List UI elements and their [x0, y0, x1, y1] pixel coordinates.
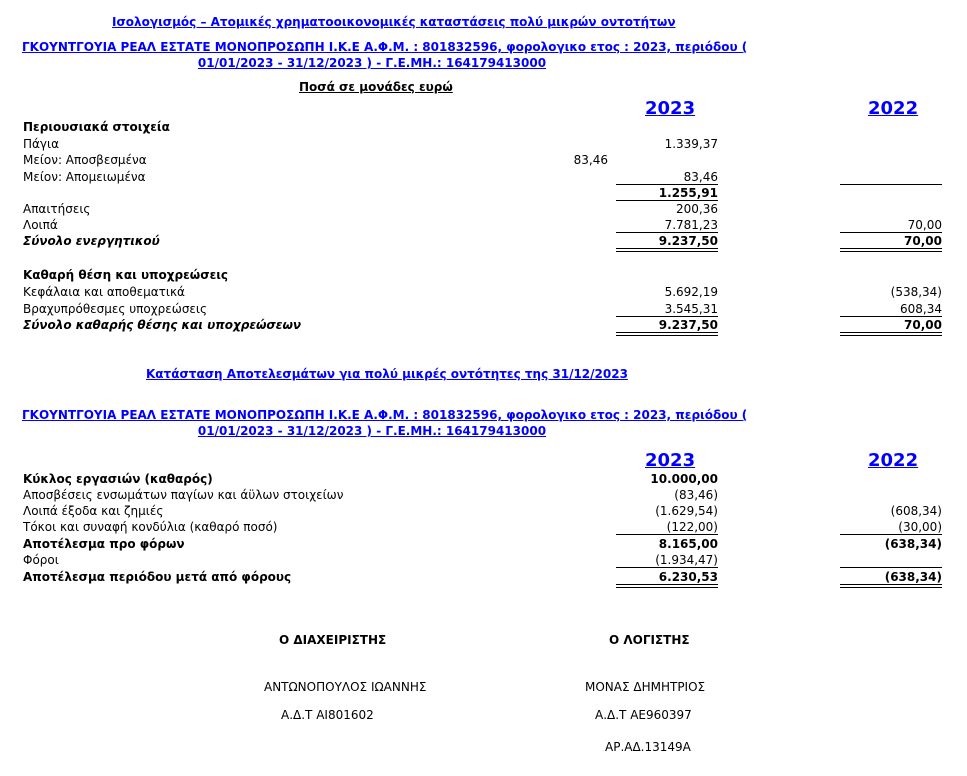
row-value-2022: (30,00)	[898, 520, 942, 534]
row-value-2023: (83,46)	[674, 488, 718, 502]
income-company-line1: ΓΚΟΥΝΤΓΟΥΙΑ ΡΕΑΛ ΕΣΤΑΤΕ ΜΟΝΟΠΡΟΣΩΠΗ Ι.Κ.Ε Α.Φ.Μ. : 801832596, φορολογικο ετος : 2023, περιόδου (	[22, 408, 748, 422]
total-assets-label: Σύνολο ενεργητικού	[23, 234, 160, 248]
accountant-title: Ο ΛΟΓΙΣΤΗΣ	[609, 633, 690, 647]
double-underline	[616, 584, 718, 588]
accountant-name: ΜΟΝΑΣ ΔΗΜΗΤΡΙΟΣ	[585, 680, 706, 694]
row-label: Τόκοι και συναφή κονδύλια (καθαρό ποσό)	[23, 520, 278, 534]
double-underline	[840, 584, 942, 588]
manager-name: ΑΝΤΩΝΟΠΟΥΛΟΣ ΙΩΑΝΝΗΣ	[264, 680, 427, 694]
total-liabilities-2023: 9.237,50	[658, 318, 718, 332]
currency-note: Ποσά σε μονάδες ευρώ	[299, 80, 453, 94]
accountant-id: Α.Δ.Τ ΑΕ960397	[595, 708, 692, 722]
pretax-result-label: Αποτέλεσμα προ φόρων	[23, 537, 185, 551]
row-value-2023: 200,36	[676, 202, 718, 216]
underline	[616, 200, 718, 201]
row-label: Μείον: Αποσβεσμένα	[23, 153, 147, 167]
row-value-2023: 1.255,91	[658, 186, 718, 200]
double-underline	[616, 332, 718, 336]
balance-year-2022: 2022	[868, 98, 919, 119]
net-result-2023: 6.230,53	[658, 570, 718, 584]
manager-title: Ο ΔΙΑΧΕΙΡΙΣΤΗΣ	[279, 633, 387, 647]
row-value-2022: 70,00	[907, 218, 942, 232]
balance-company-line2: 01/01/2023 - 31/12/2023 ) - Γ.Ε.ΜΗ.: 164179413000	[197, 56, 547, 70]
row-label: Λοιπά	[23, 218, 58, 232]
underline	[840, 316, 942, 317]
row-value-2022: 608,34	[900, 302, 942, 316]
underline	[616, 534, 718, 535]
row-label: Κεφάλαια και αποθεματικά	[23, 285, 185, 299]
row-value-2023: 83,46	[683, 170, 718, 184]
row-value-2023: 3.545,31	[664, 302, 718, 316]
underline	[840, 232, 942, 233]
underline	[840, 184, 942, 185]
accountant-registry: ΑΡ.ΑΔ.13149Α	[605, 740, 691, 754]
row-label: Φόροι	[23, 553, 59, 567]
double-underline	[616, 248, 718, 252]
balance-year-2023: 2023	[645, 98, 696, 119]
underline	[616, 316, 718, 317]
row-value-2023: 5.692,19	[664, 285, 718, 299]
underline	[616, 184, 718, 185]
row-value-2022: (608,34)	[890, 504, 942, 518]
assets-header: Περιουσιακά στοιχεία	[23, 120, 170, 134]
row-value-2023: 7.781,23	[664, 218, 718, 232]
row-label: Αποσβέσεις ενσωμάτων παγίων και άϋλων στοιχείων	[23, 488, 344, 502]
total-liabilities-2022: 70,00	[904, 318, 942, 332]
row-value-2023: 1.339,37	[664, 137, 718, 151]
underline	[840, 567, 942, 568]
turnover-2023: 10.000,00	[650, 472, 718, 486]
income-year-2022: 2022	[868, 450, 919, 471]
row-value-2023: (1.934,47)	[655, 553, 718, 567]
row-label: Μείον: Απομειωμένα	[23, 170, 146, 184]
liabilities-header: Καθαρή θέση και υποχρεώσεις	[23, 268, 229, 282]
underline	[616, 232, 718, 233]
pretax-result-2023: 8.165,00	[658, 537, 718, 551]
manager-id: Α.Δ.Τ ΑΙ801602	[281, 708, 374, 722]
row-value-subcol: 83,46	[573, 153, 608, 167]
row-value-2023: (1.629,54)	[655, 504, 718, 518]
balance-company-line1: ΓΚΟΥΝΤΓΟΥΙΑ ΡΕΑΛ ΕΣΤΑΤΕ ΜΟΝΟΠΡΟΣΩΠΗ Ι.Κ.Ε Α.Φ.Μ. : 801832596, φορολογικο ετος : 2023, περιόδου (	[22, 40, 748, 54]
double-underline	[840, 248, 942, 252]
double-underline	[840, 332, 942, 336]
row-value-2022: (538,34)	[890, 285, 942, 299]
underline	[840, 534, 942, 535]
total-liabilities-label: Σύνολο καθαρής θέσης και υποχρεώσεων	[23, 318, 302, 332]
income-year-2023: 2023	[645, 450, 696, 471]
underline	[616, 567, 718, 568]
row-label: Πάγια	[23, 137, 60, 151]
turnover-label: Κύκλος εργασιών (καθαρός)	[23, 472, 213, 486]
row-label: Απαιτήσεις	[23, 202, 91, 216]
total-assets-2022: 70,00	[904, 234, 942, 248]
income-title: Κατάσταση Αποτελεσμάτων για πολύ μικρές οντότητες της 31/12/2023	[146, 367, 628, 381]
net-result-label: Αποτέλεσμα περιόδου μετά από φόρους	[23, 570, 292, 584]
total-assets-2023: 9.237,50	[658, 234, 718, 248]
pretax-result-2022: (638,34)	[884, 537, 942, 551]
balance-title: Ισολογισμός – Ατομικές χρηματοοικονομικές καταστάσεις πολύ μικρών οντοτήτων	[112, 15, 676, 29]
row-label: Λοιπά έξοδα και ζημιές	[23, 504, 164, 518]
income-company-line2: 01/01/2023 - 31/12/2023 ) - Γ.Ε.ΜΗ.: 164179413000	[197, 424, 547, 438]
row-value-2023: (122,00)	[666, 520, 718, 534]
row-label: Βραχυπρόθεσμες υποχρεώσεις	[23, 302, 208, 316]
net-result-2022: (638,34)	[884, 570, 942, 584]
